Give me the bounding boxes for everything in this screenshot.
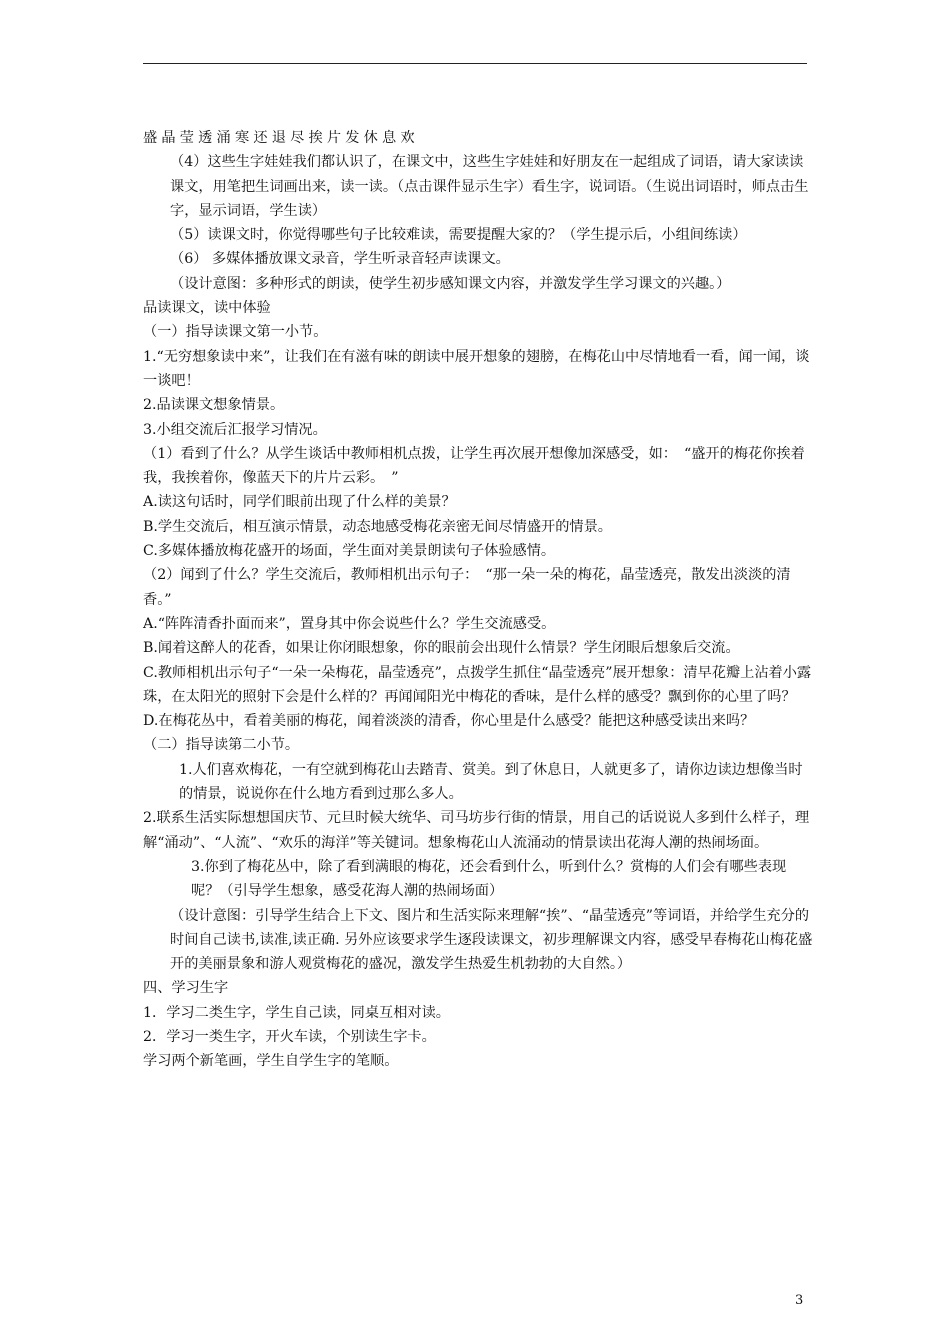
paragraph: 2.品读课文想象情景。 (143, 397, 285, 414)
paragraph: 3.你到了梅花丛中，除了看到满眼的梅花，还会看到什么，听到什么？赏梅的人们会有哪些表现呢？（引导学生想象，感受花海人潮的热闹场面） (191, 858, 787, 900)
paragraph: 1.人们喜欢梅花，一有空就到梅花山去踏青、赏美。到了休息日，人就更多了，请你边读边想像当时的情景，说说你在什么地方看到过那么多人。 (179, 761, 803, 803)
paragraph: 四、学习生字 (143, 980, 229, 997)
paragraph: 2．学习一类生字，开火车读，个别读生字卡。 (143, 1028, 436, 1045)
paragraph: （1）看到了什么？从学生谈话中教师相机点拨，让学生再次展开想像加深感受，如： “盛开的梅花你挨着我，我挨着你，像蓝天下的片片云彩。 ” (143, 445, 805, 487)
paragraph: 盛晶莹透涌寒还退尽挨片发休息欢 (143, 130, 419, 146)
paragraph: （6） 多媒体播放课文录音，学生听录音轻声读课文。 (170, 251, 510, 268)
paragraph: 1.“无穷想象读中来”，让我们在有滋有味的朗读中展开想象的翅膀，在梅花山中尽情地看一看，闻一闻，谈一谈吧！ (143, 348, 810, 389)
paragraph: B.学生交流后，相互演示情景，动态地感受梅花亲密无间尽情盛开的情景。 (143, 518, 612, 535)
paragraph: （一）指导读课文第一小节。 (143, 324, 328, 341)
paragraph: C.多媒体播放梅花盛开的场面，学生面对美景朗读句子体验感情。 (143, 543, 556, 560)
paragraph: （4）这些生字娃娃我们都认识了，在课文中，这些生字娃娃和好朋友在一起组成了词语，请大家读读课文，用笔把生词画出来，读一读。（点击课件显示生字）看生字，说词语。（生说出词语时，师点击生字，显示词语，学生读） (170, 154, 809, 219)
document-body (143, 126, 813, 1074)
paragraph: 2.联系生活实际想想国庆节、元旦时候大统华、司马坊步行街的情景，用自己的话说说人多到什么样子，理解“涌动”、“人流”、“欢乐的海洋”等关键词。想象梅花山人流涌动的情景读出花海人潮的热闹场面。 (143, 810, 810, 851)
header-rule (143, 63, 807, 64)
page-number: 3 (795, 1293, 804, 1308)
paragraph: 3.小组交流后汇报学习情况。 (143, 421, 327, 438)
paragraph: 品读课文，读中体验 (143, 300, 271, 317)
paragraph: （二）指导读第二小节。 (143, 737, 300, 754)
paragraph: A.读这句话时，同学们眼前出现了什么样的美景？ (143, 494, 456, 511)
paragraph: C.教师相机出示句子“一朵一朵梅花，晶莹透亮”，点拨学生抓住“晶莹透亮”展开想象：清早花瓣上沾着小露珠，在太阳光的照射下会是什么样的？再闻闻阳光中梅花的香味，是什么样的感受？飘到你的心里了吗？ (143, 664, 812, 705)
paragraph: （设计意图：多种形式的朗读，使学生初步感知课文内容，并激发学生学习课文的兴趣。） (170, 275, 731, 292)
paragraph: D.在梅花丛中，看着美丽的梅花，闻着淡淡的清香，你心里是什么感受？能把这种感受读出来吗？ (143, 713, 755, 730)
paragraph: A.“阵阵清香扑面而来”，置身其中你会说些什么？学生交流感受。 (143, 615, 556, 632)
paragraph: B.闻着这醉人的花香，如果让你闭眼想象，你的眼前会出现什么情景？学生闭眼后想象后交流。 (143, 640, 740, 657)
paragraph: （设计意图：引导学生结合上下文、图片和生活实际来理解“挨”、“晶莹透亮”等词语，并给学生充分的时间自己读书,读准,读正确. 另外应该要求学生逐段读课文，初步理解课文内容，感受早春梅花山梅花盛开的美丽景象和游人观赏梅花的盛况，激发学生热爱生机勃勃的大自然。） (170, 907, 813, 973)
paragraph: （2）闻到了什么？学生交流后，教师相机出示句子： “那一朵一朵的梅花，晶莹透亮，散发出淡淡的清香。” (143, 567, 791, 608)
paragraph: 学习两个新笔画，学生自学生字的笔顺。 (143, 1053, 399, 1070)
paragraph: 1．学习二类生字，学生自己读，同桌互相对读。 (143, 1004, 450, 1021)
paragraph: （5）读课文时，你觉得哪些句子比较难读，需要提醒大家的？（学生提示后，小组间练读） (170, 227, 747, 244)
